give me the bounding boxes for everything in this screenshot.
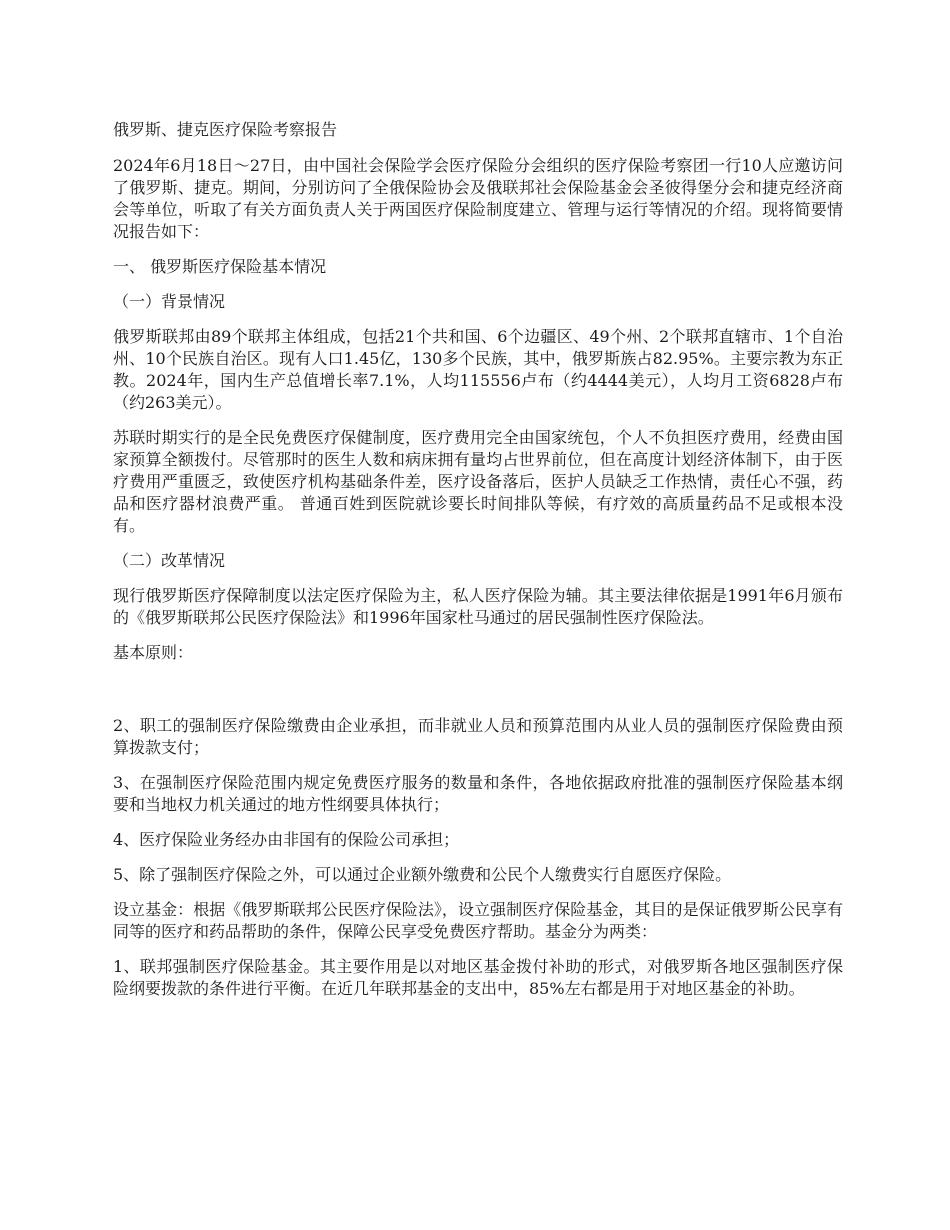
subsection-heading-background: （一）背景情况 [113,292,226,311]
principle-item-2: 2、职工的强制医疗保险缴费由企业承担，而非就业人员和预算范围内从业人员的强制医疗保险费由预算拨款支付； [113,716,843,757]
blank-gap [113,677,843,715]
background-paragraph-2: 苏联时期实行的是全民免费医疗保健制度，医疗费用完全由国家统包，个人不负担医疗费用，经费由国家预算全额拨付。尽管那时的医生人数和病床拥有量均占世界前位，但在高度计划经济体制下，由于医疗费用严重匮乏，致使医疗机构基础条件差，医疗设备落后，医护人员缺乏工作热情，责任心不强，药品和医疗器材浪费严重。 普通百姓到医院就诊要长时间排队等候，有疗效的高质量药品不足或根本没有。 [113,428,843,535]
principle-item-5: 5、除了强制医疗保险之外，可以通过企业额外缴费和公民个人缴费实行自愿医疗保险。 [113,865,732,884]
fund-item-1: 1、联邦强制医疗保险基金。其主要作用是以对地区基金拨付补助的形式，对俄罗斯各地区强制医疗保险纲要拨款的条件进行平衡。在近几年联邦基金的支出中，85%左右都是用于对地区基金的补助。 [113,957,843,998]
document-body [113,119,843,1013]
principle-item-4: 4、医疗保险业务经办由非国有的保险公司承担； [113,830,460,849]
principle-item-3: 3、在强制医疗保险范围内规定免费医疗服务的数量和条件，各地依据政府批准的强制医疗保险基本纲要和当地权力机关通过的地方性纲要具体执行； [113,773,843,814]
document-title: 俄罗斯、捷克医疗保险考察报告 [113,120,338,139]
background-paragraph-1: 俄罗斯联邦由89个联邦主体组成，包括21个共和国、6个边疆区、49个州、2个联邦直辖市、1个自治州、10个民族自治区。现有人口1.45亿，130多个民族，其中，俄罗斯族占82.95%。主要宗教为东正教。2024年，国内生产总值增长率7.1%，人均115556卢布（约4444美元），人均月工资6828卢布（约263美元）。 [113,327,843,412]
section-heading-russia: 一、 俄罗斯医疗保险基本情况 [113,257,327,276]
reform-paragraph: 现行俄罗斯医疗保障制度以法定医疗保险为主，私人医疗保险为辅。其主要法律依据是1991年6月颁布的《俄罗斯联邦公民医疗保险法》和1996年国家杜马通过的居民强制性医疗保险法。 [113,586,843,627]
subsection-heading-reform: （二）改革情况 [113,551,226,570]
fund-intro-paragraph: 设立基金：根据《俄罗斯联邦公民医疗保险法》，设立强制医疗保险基金，其目的是保证俄罗斯公民享有同等的医疗和药品帮助的条件，保障公民享受免费医疗帮助。基金分为两类： [113,900,843,941]
principles-heading: 基本原则： [113,643,194,662]
intro-paragraph: 2024年6月18日～27日，由中国社会保险学会医疗保险分会组织的医疗保险考察团一行10人应邀访问了俄罗斯、捷克。期间，分别访问了全俄保险协会及俄联邦社会保险基金会圣彼得堡分会和捷克经济商会等单位，听取了有关方面负责人关于两国医疗保险制度建立、管理与运行等情况的介绍。现将简要情况报告如下： [113,156,843,241]
